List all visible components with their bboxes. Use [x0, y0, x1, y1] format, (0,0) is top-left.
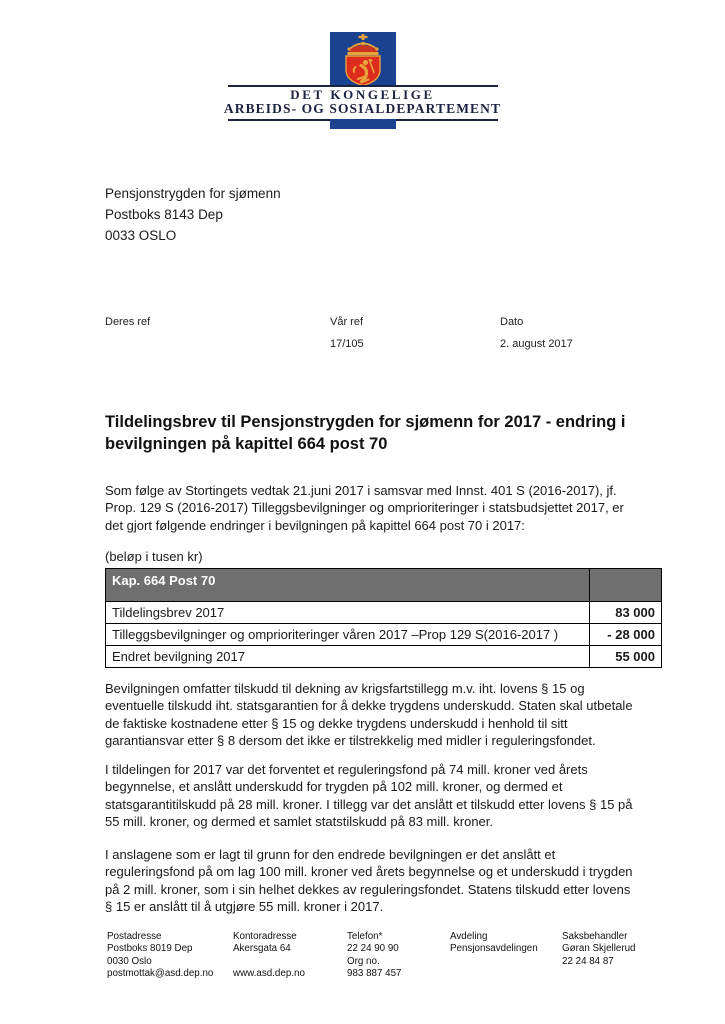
table-row	[106, 646, 662, 668]
table-caption: (beløp i tusen kr)	[105, 549, 203, 564]
budget-table	[105, 568, 662, 668]
coat-of-arms-icon	[339, 34, 387, 86]
table-row	[106, 624, 662, 646]
letterhead-royal-line: DET KONGELIGE	[290, 87, 435, 102]
row-label: Tilleggsbevilgninger og omprioriteringer våren 2017 –Prop 129 S(2016-2017 )	[106, 624, 590, 646]
footer-avdeling: Avdeling Pensjonsavdelingen	[450, 931, 538, 955]
dato-value: 2. august 2017	[500, 338, 573, 350]
footer-saksbehandler: Saksbehandler Gøran Skjellerud 22 24 84 87	[562, 931, 636, 967]
paragraph-tildelingen: I tildelingen for 2017 var det forventet et reguleringsfond på 74 mill. kroner ved årets begynnelse, et anslått underskudd for trygden på 102 mill. kroner, og dermed et statsgarantitilskudd på 28 mill. kroner. I tillegg var det anslått et tilskudd etter lovens § 15 på 55 mill. kroner, og dermed et samlet statstilskudd på 83 mill. kroner.	[105, 762, 633, 830]
row-label: Endret bevilgning 2017	[106, 646, 590, 668]
footer-kontoradresse: Kontoradresse Akersgata 64 www.asd.dep.no	[233, 931, 347, 981]
paragraph-intro: Som følge av Stortingets vedtak 21.juni 2017 i samsvar med Innst. 401 S (2016-2017), jf. Prop. 129 S (2016-2017) Tilleggsbevilgninger og omprioriteringer i statsbudsjettet 2017, er det gjort følgende endringer i bevilgningen på kapittel 664 post 70 i 2017:	[105, 483, 624, 533]
footer-website: www.asd.dep.no	[233, 968, 305, 980]
crest-ribbon	[330, 32, 396, 86]
footer-telefon: Telefon* 22 24 90 90 Org no. 983 887 457	[347, 931, 402, 980]
row-label: Tildelingsbrev 2017	[106, 602, 590, 624]
row-value: 83 000	[590, 602, 662, 624]
deres-ref-label: Deres ref	[105, 316, 151, 328]
var-ref-label: Vår ref	[330, 316, 364, 328]
recipient-name: Pensjonstrygden for sjømenn	[105, 186, 281, 201]
recipient-po-box: Postboks 8143 Dep	[105, 207, 223, 222]
crest-ribbon-stub	[330, 119, 396, 129]
footer-postadresse: Postadresse Postboks 8019 Dep 0030 Oslo postmottak@asd.dep.no	[107, 931, 233, 981]
letter-footer	[107, 931, 677, 981]
recipient-postal-code: 0033 OSLO	[105, 228, 177, 243]
var-ref-value: 17/105	[330, 338, 364, 350]
row-value: 55 000	[590, 646, 662, 668]
table-row	[106, 602, 662, 624]
document-title: Tildelingsbrev til Pensjonstrygden for sjømenn for 2017 - endring i bevilgningen på kapittel 664 post 70	[105, 413, 626, 453]
paragraph-bevilgning: Bevilgningen omfatter tilskudd til dekning av krigsfartstillegg m.v. iht. lovens § 15 og eventuelle tilskudd iht. statsgarantien for å dekke trygdens underskudd. Staten skal utbetale de faktiske kostnadene etter § 15 og dekke trygdens underskudd i henhold til sitt garantiansvar etter § 8 dersom det ikke er tilstrekkelig med midler i reguleringsfondet.	[105, 681, 633, 749]
dato-label: Dato	[500, 316, 524, 328]
letterhead	[0, 32, 725, 132]
table-header-row	[106, 569, 662, 602]
table-header-value-cell	[590, 569, 662, 602]
row-value: - 28 000	[590, 624, 662, 646]
paragraph-anslagene: I anslagene som er lagt til grunn for den endrede bevilgningen er det anslått et reguleringsfond på om lag 100 mill. kroner ved årets begynnelse og et underskudd i trygden på 2 mill. kroner, som i sin helhet dekkes av reguleringsfondet. Statens tilskudd etter lovens § 15 er anslått til å utgjøre 55 mill. kroner i 2017.	[105, 847, 633, 915]
footer-email: postmottak@asd.dep.no	[107, 968, 214, 980]
recipient-address	[105, 183, 281, 246]
table-header-cell: Kap. 664 Post 70	[106, 569, 590, 602]
letterhead-department-name: ARBEIDS- OG SOSIALDEPARTEMENT	[223, 101, 502, 116]
reference-block	[105, 316, 661, 360]
